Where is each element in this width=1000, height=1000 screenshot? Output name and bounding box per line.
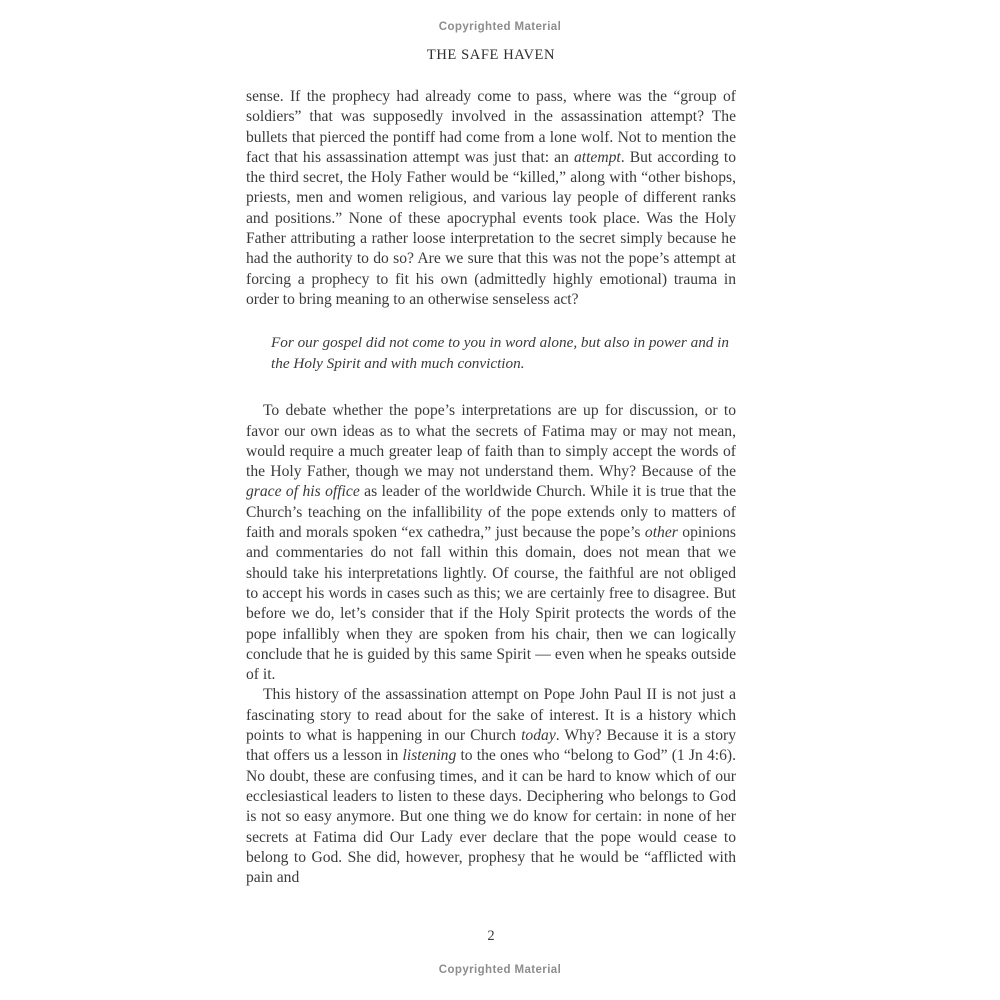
text-segment: opinions and commentaries do not fall within this domain, does not mean that we should take his interpretations lightly. Of course, the faithful are not obliged to accept his words in cases such as this; we are certainly free to disagree. But before we do, let’s consider that if the Holy Spirit protects the words of the pope infallibly when they are spoken from his chair, then we can logically conclude that he is guided by this same Spirit — even when he speaks outside of it. — [246, 524, 736, 684]
paragraph — [246, 685, 736, 888]
block-quote — [271, 333, 736, 374]
copyright-notice-top: Copyrighted Material — [438, 21, 562, 33]
italic-text-segment: today — [521, 727, 556, 745]
text-segment: sense. If the prophecy had already come to pass, where was the “group of soldiers” that was supposedly involved in the assassination attempt? The bullets that pierced the pontiff had come from a lone wolf. Not to mention the fact that his assassination attempt was just that: an — [246, 88, 736, 166]
copyright-notice-bottom: Copyrighted Material — [438, 964, 562, 976]
text-segment: to the ones who “belong to God” (1 Jn 4:6). No doubt, these are confusing times, and it can be hard to know which of our ecclesiastical leaders to listen to these days. Deciphering who belongs to God is not so easy anymore. But one thing we do know for certain: in none of her secrets at Fatima did Our Lady ever declare that the pope would cease to belong to God. She did, however, prophesy that he would be “afflicted with pain and — [246, 747, 736, 887]
text-segment: . But according to the third secret, the Holy Father would be “killed,” along with “other bishops, priests, men and women religious, and various lay people of different ranks and positions.” None of these apocryphal events took place. Was the Holy Father attributing a rather loose interpretation to the secret simply because he had the authority to do so? Are we sure that this was not the pope’s attempt at forcing a prophecy to fit his own (admittedly highly emotional) trauma in order to bring meaning to an otherwise senseless act? — [246, 148, 736, 308]
running-header: THE SAFE HAVEN — [426, 47, 556, 63]
italic-text-segment: attempt — [573, 148, 621, 166]
page-content — [246, 47, 736, 888]
paragraph — [246, 87, 736, 310]
page-body — [246, 87, 736, 888]
text-segment: . Why? Because it is a story that offers us a lesson in — [246, 727, 736, 765]
italic-text-segment: For our gospel did not come to you in word alone, but also in power and in the Holy Spirit and with much conviction. — [271, 334, 729, 372]
text-segment: as leader of the worldwide Church. While it is true that the Church’s teaching on the infallibility of the pope extends only to matters of faith and morals spoken “ex cathedra,” just because the pope’s — [246, 483, 736, 542]
page-number: 2 — [487, 928, 495, 944]
italic-text-segment: grace of his office — [246, 483, 360, 501]
italic-text-segment: other — [644, 524, 678, 542]
italic-text-segment: listening — [402, 747, 457, 765]
paragraph — [246, 401, 736, 685]
text-segment: To debate whether the pope’s interpretations are up for discussion, or to favor our own ideas as to what the secrets of Fatima may or may not mean, would require a much greater leap of faith than to simply accept the words of the Holy Father, though we may not understand them. Why? Because of the — [246, 402, 736, 481]
text-segment: This history of the assassination attempt on Pope John Paul II is not just a fascinating story to read about for the sake of interest. It is a history which points to what is happening in our Church — [246, 686, 736, 745]
